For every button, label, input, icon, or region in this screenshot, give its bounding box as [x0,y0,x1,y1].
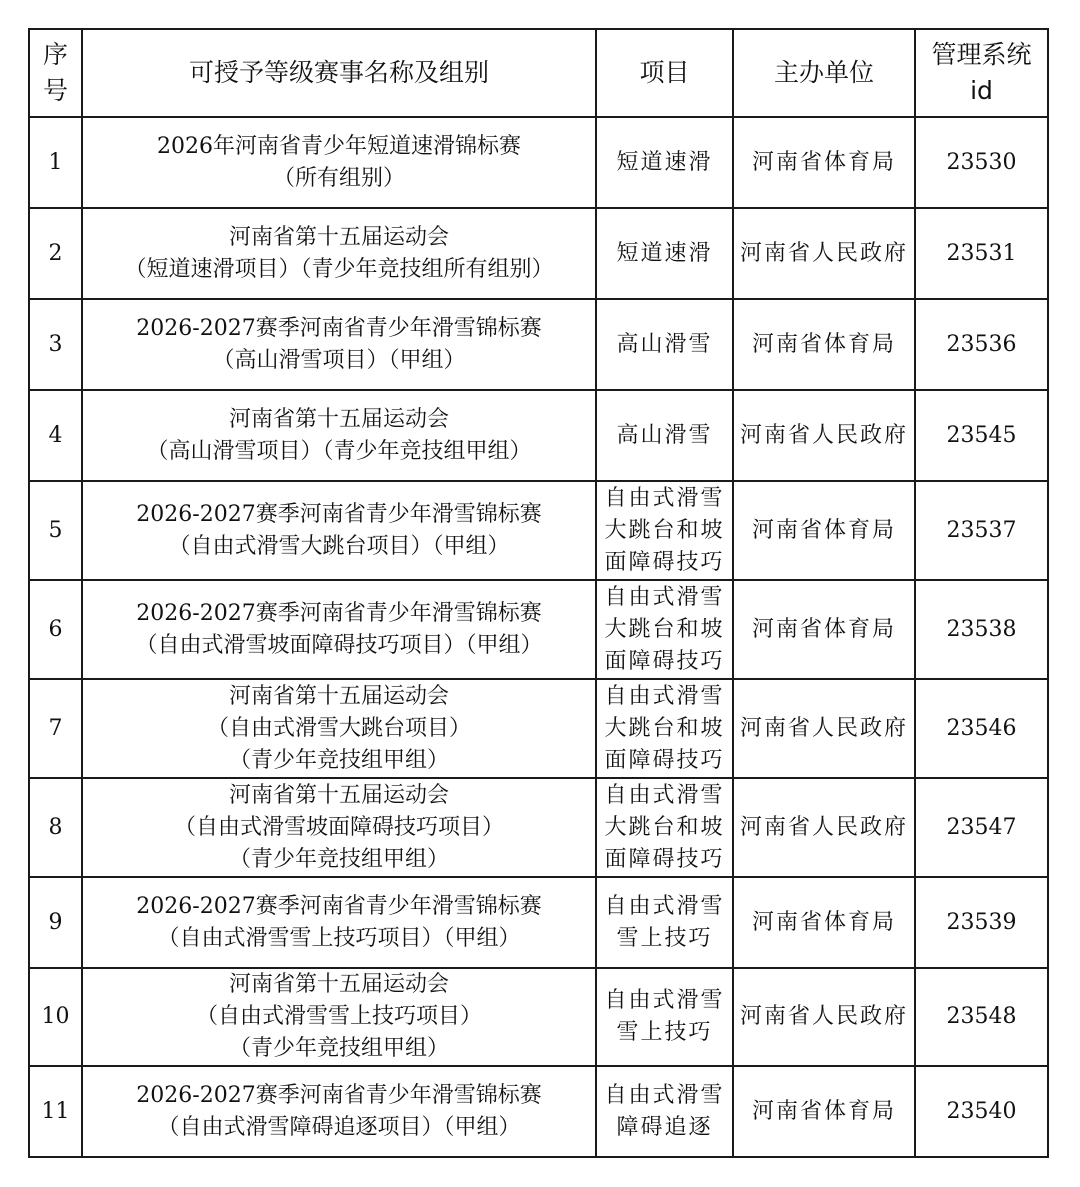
row-number: 4 [29,390,82,481]
event-name: 2026-2027赛季河南省青少年滑雪锦标赛 （自由式滑雪大跳台项目）（甲组） [82,481,596,580]
system-id: 23545 [915,390,1048,481]
event-item: 短道速滑 [596,117,733,208]
organizer: 河南省体育局 [733,299,915,390]
row-number: 10 [29,968,82,1066]
header-item: 项目 [596,29,733,117]
table-row [29,1066,1048,1157]
header-id: 管理系统 id [915,29,1048,117]
row-number: 6 [29,580,82,679]
system-id: 23536 [915,299,1048,390]
event-name: 河南省第十五届运动会 （自由式滑雪坡面障碍技巧项目） （青少年竞技组甲组） [82,778,596,877]
table-row [29,877,1048,968]
event-name: 2026-2027赛季河南省青少年滑雪锦标赛 （自由式滑雪坡面障碍技巧项目）（甲组） [82,580,596,679]
event-item: 自由式滑雪 大跳台和坡 面障碍技巧 [596,481,733,580]
organizer: 河南省人民政府 [733,208,915,299]
organizer: 河南省体育局 [733,481,915,580]
row-number: 2 [29,208,82,299]
organizer: 河南省人民政府 [733,390,915,481]
organizer: 河南省人民政府 [733,778,915,877]
header-no: 序 号 [29,29,82,117]
event-item: 自由式滑雪 大跳台和坡 面障碍技巧 [596,580,733,679]
event-name: 2026年河南省青少年短道速滑锦标赛 （所有组别） [82,117,596,208]
organizer: 河南省体育局 [733,877,915,968]
system-id: 23540 [915,1066,1048,1157]
table-row [29,778,1048,877]
event-item: 高山滑雪 [596,390,733,481]
event-name: 河南省第十五届运动会 （高山滑雪项目）（青少年竞技组甲组） [82,390,596,481]
table-row [29,117,1048,208]
table-row [29,390,1048,481]
event-item: 短道速滑 [596,208,733,299]
header-name: 可授予等级赛事名称及组别 [82,29,596,117]
event-item: 自由式滑雪 大跳台和坡 面障碍技巧 [596,679,733,778]
row-number: 9 [29,877,82,968]
event-name: 河南省第十五届运动会 （自由式滑雪大跳台项目） （青少年竞技组甲组） [82,679,596,778]
row-number: 3 [29,299,82,390]
event-name: 2026-2027赛季河南省青少年滑雪锦标赛 （自由式滑雪障碍追逐项目）（甲组） [82,1066,596,1157]
system-id: 23548 [915,968,1048,1066]
table-row [29,679,1048,778]
organizer: 河南省人民政府 [733,679,915,778]
event-item: 高山滑雪 [596,299,733,390]
event-item: 自由式滑雪 大跳台和坡 面障碍技巧 [596,778,733,877]
event-name: 2026-2027赛季河南省青少年滑雪锦标赛 （高山滑雪项目）（甲组） [82,299,596,390]
row-number: 1 [29,117,82,208]
event-name: 河南省第十五届运动会 （短道速滑项目）（青少年竞技组所有组别） [82,208,596,299]
system-id: 23538 [915,580,1048,679]
system-id: 23539 [915,877,1048,968]
organizer: 河南省体育局 [733,580,915,679]
event-name: 河南省第十五届运动会 （自由式滑雪雪上技巧项目） （青少年竞技组甲组） [82,968,596,1066]
table-row [29,481,1048,580]
table-row [29,208,1048,299]
event-item: 自由式滑雪 雪上技巧 [596,877,733,968]
row-number: 8 [29,778,82,877]
row-number: 11 [29,1066,82,1157]
table-row [29,580,1048,679]
organizer: 河南省人民政府 [733,968,915,1066]
event-item: 自由式滑雪 障碍追逐 [596,1066,733,1157]
system-id: 23546 [915,679,1048,778]
system-id: 23547 [915,778,1048,877]
system-id: 23530 [915,117,1048,208]
row-number: 5 [29,481,82,580]
system-id: 23531 [915,208,1048,299]
competition-table [28,28,1049,1158]
header-row [29,29,1048,117]
event-item: 自由式滑雪 雪上技巧 [596,968,733,1066]
event-name: 2026-2027赛季河南省青少年滑雪锦标赛 （自由式滑雪雪上技巧项目）（甲组） [82,877,596,968]
row-number: 7 [29,679,82,778]
table-row [29,968,1048,1066]
organizer: 河南省体育局 [733,117,915,208]
system-id: 23537 [915,481,1048,580]
header-org: 主办单位 [733,29,915,117]
table-row [29,299,1048,390]
organizer: 河南省体育局 [733,1066,915,1157]
